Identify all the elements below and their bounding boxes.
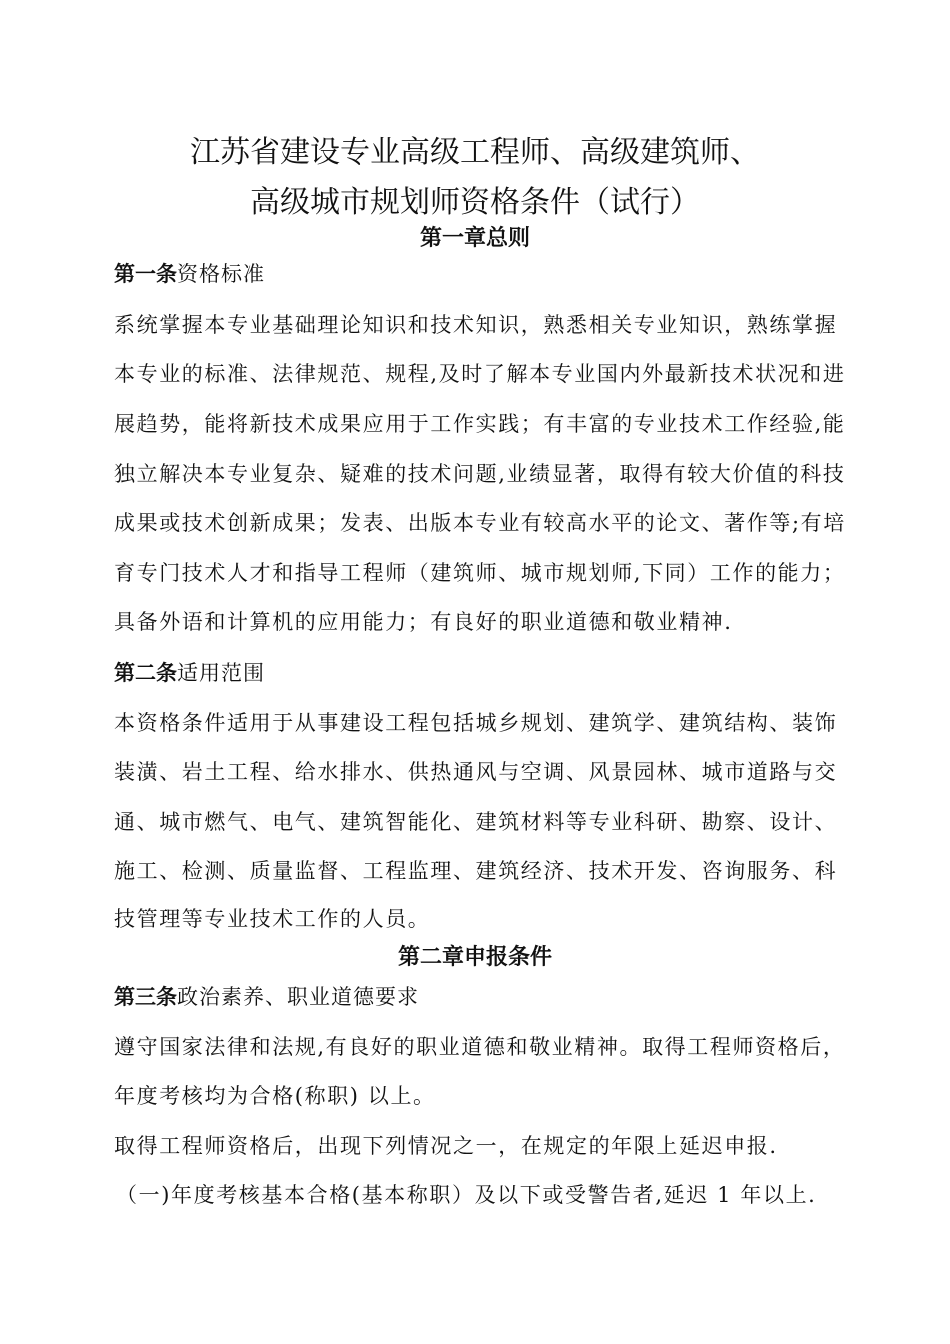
- paragraph-line: 育专门技术人才和指导工程师（建筑师、城市规划师,下同）工作的能力；: [114, 561, 846, 585]
- paragraph-line: 本资格条件适用于从事建设工程包括城乡规划、建筑学、建筑结构、装饰: [114, 711, 838, 735]
- chapter-heading-2: 第二章申报条件: [397, 945, 552, 970]
- paragraph-line: 取得工程师资格后，出现下列情况之一，在规定的年限上延迟申报.: [114, 1134, 778, 1158]
- paragraph-line: （一)年度考核基本合格(基本称职）及以下或受警告者,延迟 1 年以上.: [116, 1183, 817, 1207]
- paragraph-line: 系统掌握本专业基础理论知识和技术知识，熟悉相关专业知识，熟练掌握: [114, 313, 838, 337]
- paragraph-line: 本专业的标准、法律规范、规程,及时了解本专业国内外最新技术状况和进: [114, 362, 846, 386]
- article-number: 第一条: [114, 262, 177, 286]
- paragraph-line: 装潢、岩土工程、给水排水、供热通风与空调、风景园林、城市道路与交: [114, 760, 838, 784]
- paragraph-line: 展趋势，能将新技术成果应用于工作实践；有丰富的专业技术工作经验,能: [114, 412, 846, 436]
- paragraph-line: 施工、检测、质量监督、工程监理、建筑经济、技术开发、咨询服务、科: [114, 859, 838, 883]
- paragraph-line: 具备外语和计算机的应用能力；有良好的职业道德和敬业精神.: [114, 610, 733, 634]
- article-name: 政治素养、职业道德要求: [177, 985, 419, 1009]
- paragraph-line: 通、城市燃气、电气、建筑智能化、建筑材料等专业科研、勘察、设计、: [114, 810, 838, 834]
- article-number: 第三条: [114, 985, 177, 1009]
- chapter-heading-1: 第一章总则: [419, 226, 530, 251]
- document-title-line-2: 高级城市规划师资格条件（试行）: [250, 185, 700, 220]
- paragraph-line: 年度考核均为合格(称职) 以上。: [114, 1084, 436, 1108]
- article-heading-2: [114, 658, 844, 688]
- paragraph-line: 独立解决本专业复杂、疑难的技术问题,业绩显著，取得有较大价值的科技: [114, 462, 846, 486]
- paragraph-line: 技管理等专业技术工作的人员。: [114, 907, 431, 931]
- paragraph-line: 遵守国家法律和法规,有良好的职业道德和敬业精神。取得工程师资格后，: [114, 1035, 846, 1059]
- article-heading-3: [114, 982, 844, 1012]
- article-number: 第二条: [114, 661, 177, 685]
- article-name: 资格标准: [177, 262, 265, 286]
- paragraph-line: 成果或技术创新成果；发表、出版本专业有较高水平的论文、著作等;有培: [114, 511, 846, 535]
- article-heading-1: [114, 259, 844, 289]
- article-name: 适用范围: [177, 661, 265, 685]
- document-title-line-1: 江苏省建设专业高级工程师、高级建筑师、: [190, 135, 760, 170]
